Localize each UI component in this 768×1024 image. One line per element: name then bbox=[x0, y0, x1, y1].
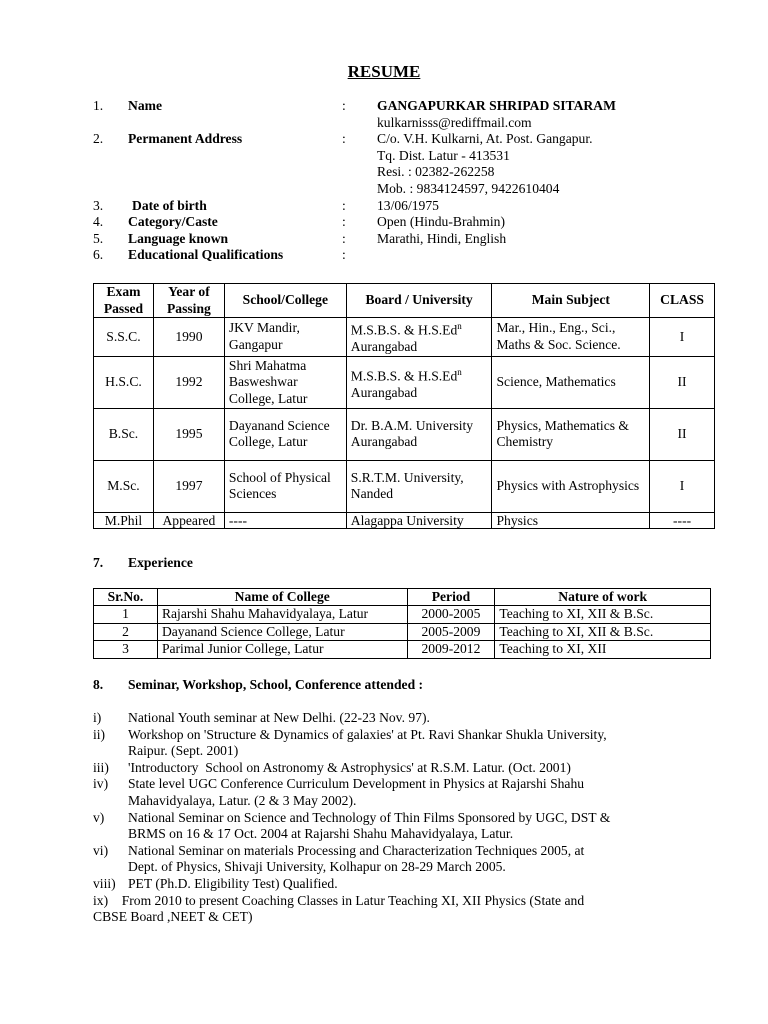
item-number: 1. bbox=[93, 98, 104, 113]
list-text: 'Introductory School on Astronomy & Astrophysics' at R.S.M. Latur. (Oct. 2001) bbox=[128, 759, 571, 775]
school-cell: Dayanand Science College, Latur bbox=[224, 408, 346, 460]
exam-cell: M.Phil bbox=[94, 512, 154, 528]
class-cell: I bbox=[650, 460, 715, 512]
class-cell: I bbox=[650, 318, 715, 357]
work-cell: Teaching to XI, XII & B.Sc. bbox=[495, 606, 711, 623]
list-number: viii) bbox=[93, 875, 116, 891]
list-text: From 2010 to present Coaching Classes in Latur Teaching XI, XII Physics (State and bbox=[121, 892, 585, 908]
colon: : bbox=[342, 197, 346, 213]
list-text: National Seminar on materials Processing and Characterization Techniques 2005, at bbox=[128, 842, 585, 858]
list-item bbox=[93, 810, 693, 843]
list-text: National Seminar on Science and Technology of Thin Films Sponsored by UGC, DST & bbox=[128, 809, 611, 825]
language-value: Marathi, Hindi, English bbox=[377, 230, 507, 246]
subject-cell: Physics with Astrophysics bbox=[492, 460, 650, 512]
board-cell: Alagappa University bbox=[346, 512, 492, 528]
work-cell: Teaching to XI, XII bbox=[495, 641, 711, 658]
colon: : bbox=[342, 247, 346, 263]
item-number: 7. bbox=[93, 555, 104, 570]
colon: : bbox=[342, 131, 346, 147]
sr-cell: 2 bbox=[94, 623, 158, 640]
name-label: Name bbox=[128, 98, 162, 113]
subject-cell: Physics bbox=[492, 512, 650, 528]
education-heading-row bbox=[93, 247, 693, 264]
address-line: Tq. Dist. Latur - 413531 bbox=[377, 147, 510, 163]
column-header: Exam Passed bbox=[94, 284, 154, 318]
address-phone: Resi. : 02382-262258 bbox=[377, 164, 495, 180]
board-cell: M.S.B.S. & H.S.Ed$^n$ Aurangabad bbox=[346, 356, 492, 408]
sr-cell: 3 bbox=[94, 641, 158, 658]
subject-cell: Science, Mathematics bbox=[492, 356, 650, 408]
column-header: Name of College bbox=[157, 589, 407, 606]
year-cell: Appeared bbox=[153, 512, 224, 528]
colon: : bbox=[342, 98, 346, 113]
table-row bbox=[94, 512, 715, 528]
dob-row bbox=[93, 198, 693, 215]
year-cell: 1992 bbox=[153, 356, 224, 408]
exam-cell: B.Sc. bbox=[94, 408, 154, 460]
seminar-heading bbox=[93, 677, 423, 694]
experience-heading bbox=[93, 555, 193, 572]
seminar-title: Seminar, Workshop, School, Conference attended : bbox=[128, 677, 424, 692]
item-number: 2. bbox=[93, 131, 104, 147]
year-cell: 1990 bbox=[153, 318, 224, 357]
list-text: CBSE Board ,NEET & CET) bbox=[93, 909, 253, 925]
list-text: National Youth seminar at New Delhi. (22-23 Nov. 97). bbox=[128, 710, 430, 725]
list-number: ix) bbox=[93, 892, 109, 908]
education-table bbox=[93, 283, 715, 529]
column-header: Year of Passing bbox=[153, 284, 224, 318]
dob-label: Date of birth bbox=[132, 197, 207, 213]
list-text: State level UGC Conference Curriculum Development in Physics at Rajarshi Shahu bbox=[128, 776, 585, 792]
table-header-row bbox=[94, 589, 711, 606]
year-cell: 1995 bbox=[153, 408, 224, 460]
sr-cell: 1 bbox=[94, 606, 158, 623]
column-header: CLASS bbox=[650, 284, 715, 318]
list-number: ii) bbox=[93, 726, 106, 742]
colon: : bbox=[342, 230, 346, 246]
list-number: iii) bbox=[93, 759, 109, 775]
class-cell: II bbox=[650, 408, 715, 460]
column-header: Nature of work bbox=[495, 589, 711, 606]
caste-value: Open (Hindu-Brahmin) bbox=[377, 214, 505, 230]
board-cell: S.R.T.M. University, Nanded bbox=[346, 460, 492, 512]
name-row bbox=[93, 98, 693, 115]
list-item bbox=[93, 727, 693, 760]
college-cell: Dayanand Science College, Latur bbox=[157, 623, 407, 640]
address-label: Permanent Address bbox=[128, 131, 243, 147]
college-cell: Parimal Junior College, Latur bbox=[157, 641, 407, 658]
table-header-row bbox=[94, 284, 715, 318]
list-number: i) bbox=[93, 710, 102, 725]
experience-table bbox=[93, 588, 711, 659]
list-text: PET (Ph.D. Eligibility Test) Qualified. bbox=[128, 875, 338, 891]
table-row bbox=[94, 356, 715, 408]
email-row bbox=[93, 115, 693, 132]
list-item bbox=[93, 893, 693, 926]
list-text: Raipur. (Sept. 2001) bbox=[128, 743, 239, 759]
name-value: GANGAPURKAR SHRIPAD SITARAM bbox=[377, 98, 616, 113]
subject-cell: Mar., Hin., Eng., Sci., Maths & Soc. Science. bbox=[492, 318, 650, 357]
table-row bbox=[94, 460, 715, 512]
period-cell: 2000-2005 bbox=[407, 606, 495, 623]
school-cell: ---- bbox=[224, 512, 346, 528]
language-label: Language known bbox=[128, 230, 229, 246]
list-text: Dept. of Physics, Shivaji University, Kolhapur on 28-29 March 2005. bbox=[128, 859, 506, 875]
table-row bbox=[94, 318, 715, 357]
colon: : bbox=[342, 214, 346, 230]
list-item bbox=[93, 760, 693, 777]
list-text: Mahavidyalaya, Latur. (2 & 3 May 2002). bbox=[128, 792, 357, 808]
experience-title: Experience bbox=[128, 555, 193, 570]
subject-cell: Physics, Mathematics & Chemistry bbox=[492, 408, 650, 460]
address-mobile: Mob. : 9834124597, 9422610404 bbox=[377, 180, 560, 196]
address-row bbox=[93, 131, 693, 148]
column-header: Main Subject bbox=[492, 284, 650, 318]
school-cell: JKV Mandir, Gangapur bbox=[224, 318, 346, 357]
table-row bbox=[94, 606, 711, 623]
table-row bbox=[94, 623, 711, 640]
list-item bbox=[93, 776, 693, 809]
school-cell: School of Physical Sciences bbox=[224, 460, 346, 512]
year-cell: 1997 bbox=[153, 460, 224, 512]
list-text: Workshop on 'Structure & Dynamics of galaxies' at Pt. Ravi Shankar Shukla University, bbox=[128, 726, 607, 742]
board-cell: Dr. B.A.M. University Aurangabad bbox=[346, 408, 492, 460]
caste-row bbox=[93, 214, 693, 231]
list-number: v) bbox=[93, 809, 105, 825]
list-item bbox=[93, 876, 693, 893]
list-item bbox=[93, 710, 693, 727]
exam-cell: M.Sc. bbox=[94, 460, 154, 512]
page-title: RESUME bbox=[347, 62, 421, 81]
table-row bbox=[94, 641, 711, 658]
school-cell: Shri Mahatma Basweshwar College, Latur bbox=[224, 356, 346, 408]
seminar-list bbox=[93, 710, 693, 926]
class-cell: II bbox=[650, 356, 715, 408]
list-text: BRMS on 16 & 17 Oct. 2004 at Rajarshi Shahu Mahavidyalaya, Latur. bbox=[128, 826, 514, 842]
personal-info bbox=[93, 98, 693, 264]
column-header: School/College bbox=[224, 284, 346, 318]
column-header: Board / University bbox=[346, 284, 492, 318]
college-cell: Rajarshi Shahu Mahavidyalaya, Latur bbox=[157, 606, 407, 623]
item-number: 5. bbox=[93, 230, 104, 246]
period-cell: 2005-2009 bbox=[407, 623, 495, 640]
list-number: iv) bbox=[93, 776, 109, 792]
exam-cell: H.S.C. bbox=[94, 356, 154, 408]
period-cell: 2009-2012 bbox=[407, 641, 495, 658]
email-value: kulkarnisss@rediffmail.com bbox=[377, 114, 532, 130]
caste-label: Category/Caste bbox=[128, 214, 218, 230]
class-cell: ---- bbox=[650, 512, 715, 528]
column-header: Sr.No. bbox=[94, 589, 158, 606]
list-number: vi) bbox=[93, 842, 109, 858]
item-number: 8. bbox=[93, 677, 104, 692]
table-row bbox=[94, 408, 715, 460]
list-item bbox=[93, 843, 693, 876]
item-number: 6. bbox=[93, 247, 104, 263]
item-number: 3. bbox=[93, 197, 104, 213]
address-line: C/o. V.H. Kulkarni, At. Post. Gangapur. bbox=[377, 131, 593, 147]
board-cell: M.S.B.S. & H.S.Ed$^n$ Aurangabad bbox=[346, 318, 492, 357]
dob-value: 13/06/1975 bbox=[377, 197, 439, 213]
language-row bbox=[93, 231, 693, 248]
item-number: 4. bbox=[93, 214, 104, 230]
column-header: Period bbox=[407, 589, 495, 606]
work-cell: Teaching to XI, XII & B.Sc. bbox=[495, 623, 711, 640]
exam-cell: S.S.C. bbox=[94, 318, 154, 357]
education-label: Educational Qualifications bbox=[128, 247, 284, 263]
